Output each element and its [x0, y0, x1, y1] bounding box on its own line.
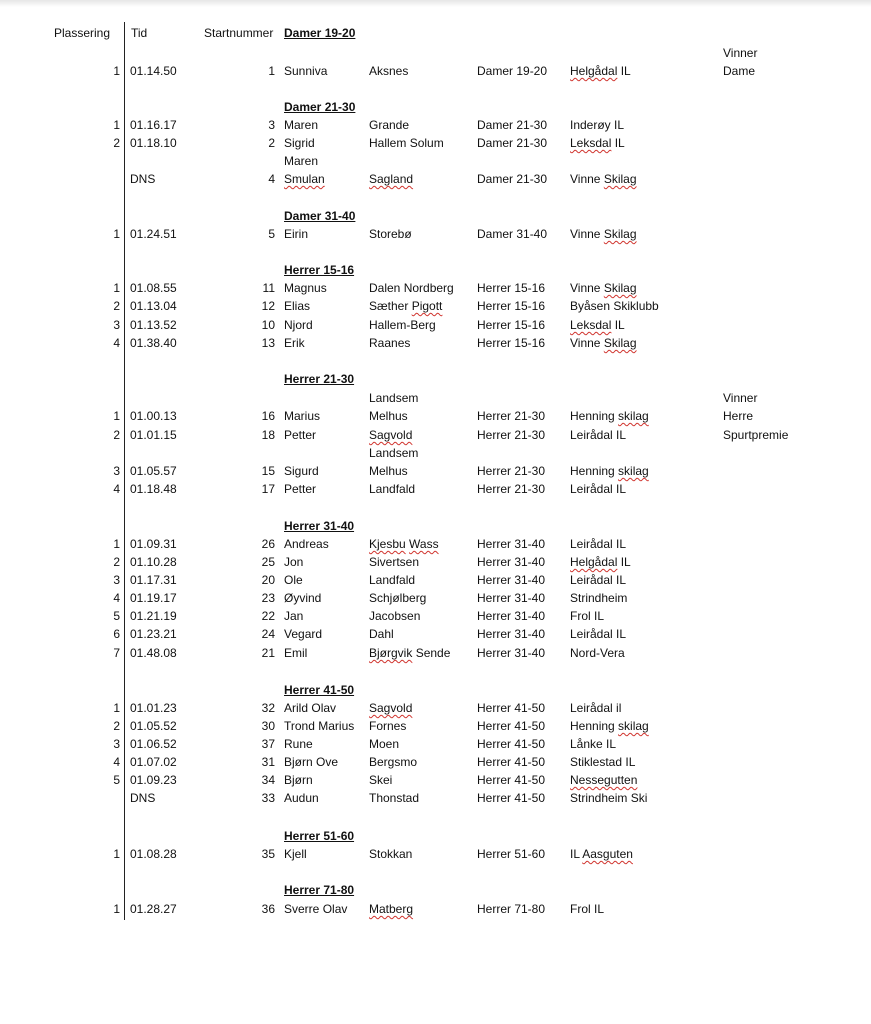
- last-name-cell: Schjølberg: [369, 591, 427, 605]
- club-cell: Helgådal IL: [570, 555, 631, 569]
- group-header: Herrer 71-80: [284, 883, 355, 897]
- time-cell: 01.18.48: [130, 482, 177, 496]
- time-cell: 01.17.31: [130, 573, 177, 587]
- placement-cell: 1: [113, 281, 120, 295]
- club-cell: Henning skilag: [570, 409, 649, 423]
- club-cell: Nessegutten: [570, 773, 638, 787]
- time-cell: 01.09.23: [130, 773, 177, 787]
- time-cell: 01.13.04: [130, 299, 177, 313]
- club-cell: Leirådal IL: [570, 482, 627, 496]
- club-cell: Nord-Vera: [570, 646, 625, 660]
- note-cell: Vinner: [723, 46, 758, 60]
- placement-cell: 5: [113, 773, 120, 787]
- start-number-cell: 11: [262, 281, 275, 295]
- club-cell: Stiklestad IL: [570, 755, 636, 769]
- group-header: Herrer 51-60: [284, 829, 355, 843]
- club-cell: Vinne Skilag: [570, 281, 637, 295]
- placement-cell: 3: [113, 573, 120, 587]
- first-name-cell: Erik: [284, 336, 305, 350]
- start-number-cell: 36: [261, 902, 275, 916]
- start-number-cell: 4: [268, 172, 275, 186]
- last-name-cell: Sæther Pigott: [369, 299, 443, 313]
- first-name-cell: Eirin: [284, 227, 309, 241]
- class-cell: Herrer 15-16: [477, 336, 546, 350]
- club-cell: Leirådal il: [570, 701, 622, 715]
- last-name-cell: Bjørgvik Sende: [369, 646, 451, 660]
- group-header: Herrer 41-50: [284, 683, 355, 697]
- class-cell: Herrer 15-16: [477, 299, 546, 313]
- header-placement: Plassering: [54, 26, 111, 40]
- placement-cell: 3: [113, 464, 120, 478]
- note-cell: Spurtpremie: [723, 428, 789, 442]
- class-cell: Herrer 31-40: [477, 627, 546, 641]
- class-cell: Herrer 21-30: [477, 482, 546, 496]
- club-cell: Inderøy IL: [570, 118, 625, 132]
- class-cell: Herrer 51-60: [477, 847, 546, 861]
- time-cell: 01.24.51: [130, 227, 177, 241]
- last-name-cell: Hallem Solum: [369, 136, 444, 150]
- group-header: Damer 31-40: [284, 209, 356, 223]
- last-name-cell: Stokkan: [369, 847, 413, 861]
- note-cell: Vinner: [723, 391, 758, 405]
- placement-cell: 2: [113, 136, 120, 150]
- placement-cell: 1: [113, 227, 120, 241]
- start-number-cell: 13: [261, 336, 275, 350]
- start-number-cell: 30: [261, 719, 275, 733]
- placement-cell: 6: [113, 627, 120, 641]
- class-cell: Herrer 41-50: [477, 719, 546, 733]
- club-cell: Henning skilag: [570, 719, 649, 733]
- time-cell: 01.16.17: [130, 118, 177, 132]
- group-header: Herrer 21-30: [284, 372, 355, 386]
- placement-cell: 1: [113, 701, 120, 715]
- class-cell: Herrer 15-16: [477, 318, 546, 332]
- placement-cell: 4: [113, 482, 120, 496]
- start-number-cell: 12: [261, 299, 275, 313]
- time-cell: 01.01.15: [130, 428, 177, 442]
- class-cell: Herrer 15-16: [477, 281, 546, 295]
- last-name-cell: Aksnes: [369, 64, 409, 78]
- placement-cell: 1: [113, 409, 120, 423]
- placement-cell: 7: [113, 646, 120, 660]
- start-number-cell: 16: [261, 409, 275, 423]
- first-name-cell: Kjell: [284, 847, 307, 861]
- time-cell: DNS: [130, 791, 156, 805]
- class-cell: Herrer 41-50: [477, 791, 546, 805]
- last-name-cell: Landsem: [369, 391, 419, 405]
- first-name-cell: Andreas: [284, 537, 329, 551]
- class-cell: Herrer 21-30: [477, 428, 546, 442]
- page-top-shadow: [0, 0, 871, 7]
- time-cell: 01.38.40: [130, 336, 177, 350]
- last-name-cell: Sagvold: [369, 428, 413, 442]
- class-cell: Herrer 21-30: [477, 409, 546, 423]
- first-name-cell: Sunniva: [284, 64, 328, 78]
- placement-cell: 2: [113, 719, 120, 733]
- time-cell: 01.06.52: [130, 737, 177, 751]
- first-name-cell: Rune: [284, 737, 313, 751]
- group-header: Herrer 15-16: [284, 263, 355, 277]
- club-cell: IL Aasguten: [570, 847, 633, 861]
- group-header: Damer 21-30: [284, 100, 356, 114]
- first-name-cell: Emil: [284, 646, 308, 660]
- time-cell: 01.13.52: [130, 318, 177, 332]
- placement-cell: 1: [113, 118, 120, 132]
- placement-cell: 1: [113, 902, 120, 916]
- header-time: Tid: [131, 26, 148, 40]
- class-cell: Herrer 41-50: [477, 701, 546, 715]
- club-cell: Strindheim: [570, 591, 628, 605]
- last-name-cell: Landsem: [369, 446, 419, 460]
- start-number-cell: 32: [261, 701, 275, 715]
- start-number-cell: 34: [261, 773, 275, 787]
- class-cell: Herrer 31-40: [477, 555, 546, 569]
- first-name-cell: Smulan: [284, 172, 325, 186]
- class-cell: Herrer 31-40: [477, 591, 546, 605]
- start-number-cell: 17: [261, 482, 275, 496]
- last-name-cell: Hallem-Berg: [369, 318, 436, 332]
- first-name-cell: Sverre Olav: [284, 902, 348, 916]
- start-number-cell: 3: [268, 118, 275, 132]
- group-header: Damer 19-20: [284, 26, 356, 40]
- club-cell: Leirådal IL: [570, 537, 627, 551]
- first-name-cell: Njord: [284, 318, 313, 332]
- first-name-cell: Sigrid: [284, 136, 315, 150]
- first-name-cell: Jan: [284, 609, 304, 623]
- placement-cell: 4: [113, 755, 120, 769]
- last-name-cell: Melhus: [369, 464, 408, 478]
- first-name-cell: Maren: [284, 154, 319, 168]
- first-name-cell: Elias: [284, 299, 311, 313]
- start-number-cell: 10: [261, 318, 275, 332]
- class-cell: Herrer 21-30: [477, 464, 546, 478]
- placement-cell: 3: [113, 737, 120, 751]
- header-start-number: Startnummer: [204, 26, 274, 40]
- time-cell: 01.08.28: [130, 847, 177, 861]
- placement-cell: 4: [113, 591, 120, 605]
- time-cell: 01.14.50: [130, 64, 177, 78]
- class-cell: Damer 21-30: [477, 136, 548, 150]
- start-number-cell: 23: [261, 591, 275, 605]
- start-number-cell: 18: [261, 428, 275, 442]
- last-name-cell: Raanes: [369, 336, 411, 350]
- time-cell: 01.23.21: [130, 627, 177, 641]
- last-name-cell: Fornes: [369, 719, 407, 733]
- club-cell: Vinne Skilag: [570, 172, 637, 186]
- class-cell: Herrer 41-50: [477, 773, 546, 787]
- start-number-cell: 15: [261, 464, 275, 478]
- last-name-cell: Skei: [369, 773, 393, 787]
- class-cell: Herrer 41-50: [477, 737, 546, 751]
- class-cell: Herrer 71-80: [477, 902, 546, 916]
- time-cell: 01.05.52: [130, 719, 177, 733]
- time-cell: 01.48.08: [130, 646, 177, 660]
- time-cell: 01.00.13: [130, 409, 177, 423]
- first-name-cell: Ole: [284, 573, 303, 587]
- start-number-cell: 35: [261, 847, 275, 861]
- last-name-cell: Bergsmo: [369, 755, 418, 769]
- start-number-cell: 5: [268, 227, 275, 241]
- first-name-cell: Vegard: [284, 627, 323, 641]
- start-number-cell: 21: [261, 646, 275, 660]
- first-name-cell: Audun: [284, 791, 319, 805]
- time-cell: 01.21.19: [130, 609, 177, 623]
- last-name-cell: Matberg: [369, 902, 414, 916]
- class-cell: Herrer 31-40: [477, 573, 546, 587]
- time-cell: 01.10.28: [130, 555, 177, 569]
- start-number-cell: 20: [261, 573, 275, 587]
- start-number-cell: 2: [268, 136, 275, 150]
- time-cell: 01.28.27: [130, 902, 177, 916]
- first-name-cell: Øyvind: [284, 591, 322, 605]
- class-cell: Herrer 41-50: [477, 755, 546, 769]
- placement-cell: 2: [113, 555, 120, 569]
- last-name-cell: Moen: [369, 737, 400, 751]
- last-name-cell: Dalen Nordberg: [369, 281, 454, 295]
- club-cell: Strindheim Ski: [570, 791, 648, 805]
- placement-cell: 2: [113, 299, 120, 313]
- last-name-cell: Melhus: [369, 409, 408, 423]
- time-cell: 01.08.55: [130, 281, 177, 295]
- group-header: Herrer 31-40: [284, 519, 355, 533]
- start-number-cell: 37: [261, 737, 275, 751]
- column-divider: [124, 22, 125, 920]
- first-name-cell: Sigurd: [284, 464, 319, 478]
- time-cell: 01.18.10: [130, 136, 177, 150]
- last-name-cell: Sagvold: [369, 701, 413, 715]
- placement-cell: 5: [113, 609, 120, 623]
- time-cell: 01.19.17: [130, 591, 177, 605]
- start-number-cell: 31: [261, 755, 275, 769]
- first-name-cell: Petter: [284, 482, 317, 496]
- placement-cell: 2: [113, 428, 120, 442]
- club-cell: Helgådal IL: [570, 64, 631, 78]
- club-cell: Vinne Skilag: [570, 336, 637, 350]
- club-cell: Lånke IL: [570, 737, 617, 751]
- first-name-cell: Magnus: [284, 281, 327, 295]
- time-cell: DNS: [130, 172, 156, 186]
- first-name-cell: Jon: [284, 555, 304, 569]
- placement-cell: 1: [113, 847, 120, 861]
- note-cell: Herre: [723, 409, 754, 423]
- last-name-cell: Thonstad: [369, 791, 420, 805]
- start-number-cell: 25: [261, 555, 275, 569]
- start-number-cell: 33: [261, 791, 275, 805]
- last-name-cell: Grande: [369, 118, 410, 132]
- class-cell: Herrer 31-40: [477, 646, 546, 660]
- first-name-cell: Bjørn Ove: [284, 755, 339, 769]
- time-cell: 01.07.02: [130, 755, 177, 769]
- first-name-cell: Arild Olav: [284, 701, 337, 715]
- last-name-cell: Storebø: [369, 227, 412, 241]
- start-number-cell: 26: [261, 537, 275, 551]
- first-name-cell: Petter: [284, 428, 317, 442]
- club-cell: Leksdal IL: [570, 136, 625, 150]
- class-cell: Damer 31-40: [477, 227, 548, 241]
- club-cell: Frol IL: [570, 609, 605, 623]
- time-cell: 01.05.57: [130, 464, 177, 478]
- last-name-cell: Jacobsen: [369, 609, 421, 623]
- club-cell: Byåsen Skiklubb: [570, 299, 659, 313]
- last-name-cell: Dahl: [369, 627, 394, 641]
- club-cell: Frol IL: [570, 902, 605, 916]
- club-cell: Leksdal IL: [570, 318, 625, 332]
- start-number-cell: 1: [268, 64, 275, 78]
- class-cell: Herrer 31-40: [477, 609, 546, 623]
- start-number-cell: 22: [261, 609, 275, 623]
- first-name-cell: Trond Marius: [284, 719, 355, 733]
- first-name-cell: Marius: [284, 409, 321, 423]
- last-name-cell: Sivertsen: [369, 555, 420, 569]
- placement-cell: 4: [113, 336, 120, 350]
- placement-cell: 1: [113, 537, 120, 551]
- class-cell: Damer 21-30: [477, 172, 548, 186]
- club-cell: Leirådal IL: [570, 428, 627, 442]
- time-cell: 01.09.31: [130, 537, 177, 551]
- club-cell: Vinne Skilag: [570, 227, 637, 241]
- last-name-cell: Landfald: [369, 482, 416, 496]
- last-name-cell: Landfald: [369, 573, 416, 587]
- club-cell: Leirådal IL: [570, 573, 627, 587]
- start-number-cell: 24: [261, 627, 275, 641]
- first-name-cell: Bjørn: [284, 773, 313, 787]
- class-cell: Herrer 31-40: [477, 537, 546, 551]
- class-cell: Damer 19-20: [477, 64, 548, 78]
- placement-cell: 3: [113, 318, 120, 332]
- club-cell: Leirådal IL: [570, 627, 627, 641]
- class-cell: Damer 21-30: [477, 118, 548, 132]
- last-name-cell: Sagland: [369, 172, 414, 186]
- time-cell: 01.01.23: [130, 701, 177, 715]
- placement-cell: 1: [113, 64, 120, 78]
- club-cell: Henning skilag: [570, 464, 649, 478]
- last-name-cell: Kjesbu Wass: [369, 537, 439, 551]
- note-cell: Dame: [723, 64, 756, 78]
- first-name-cell: Maren: [284, 118, 319, 132]
